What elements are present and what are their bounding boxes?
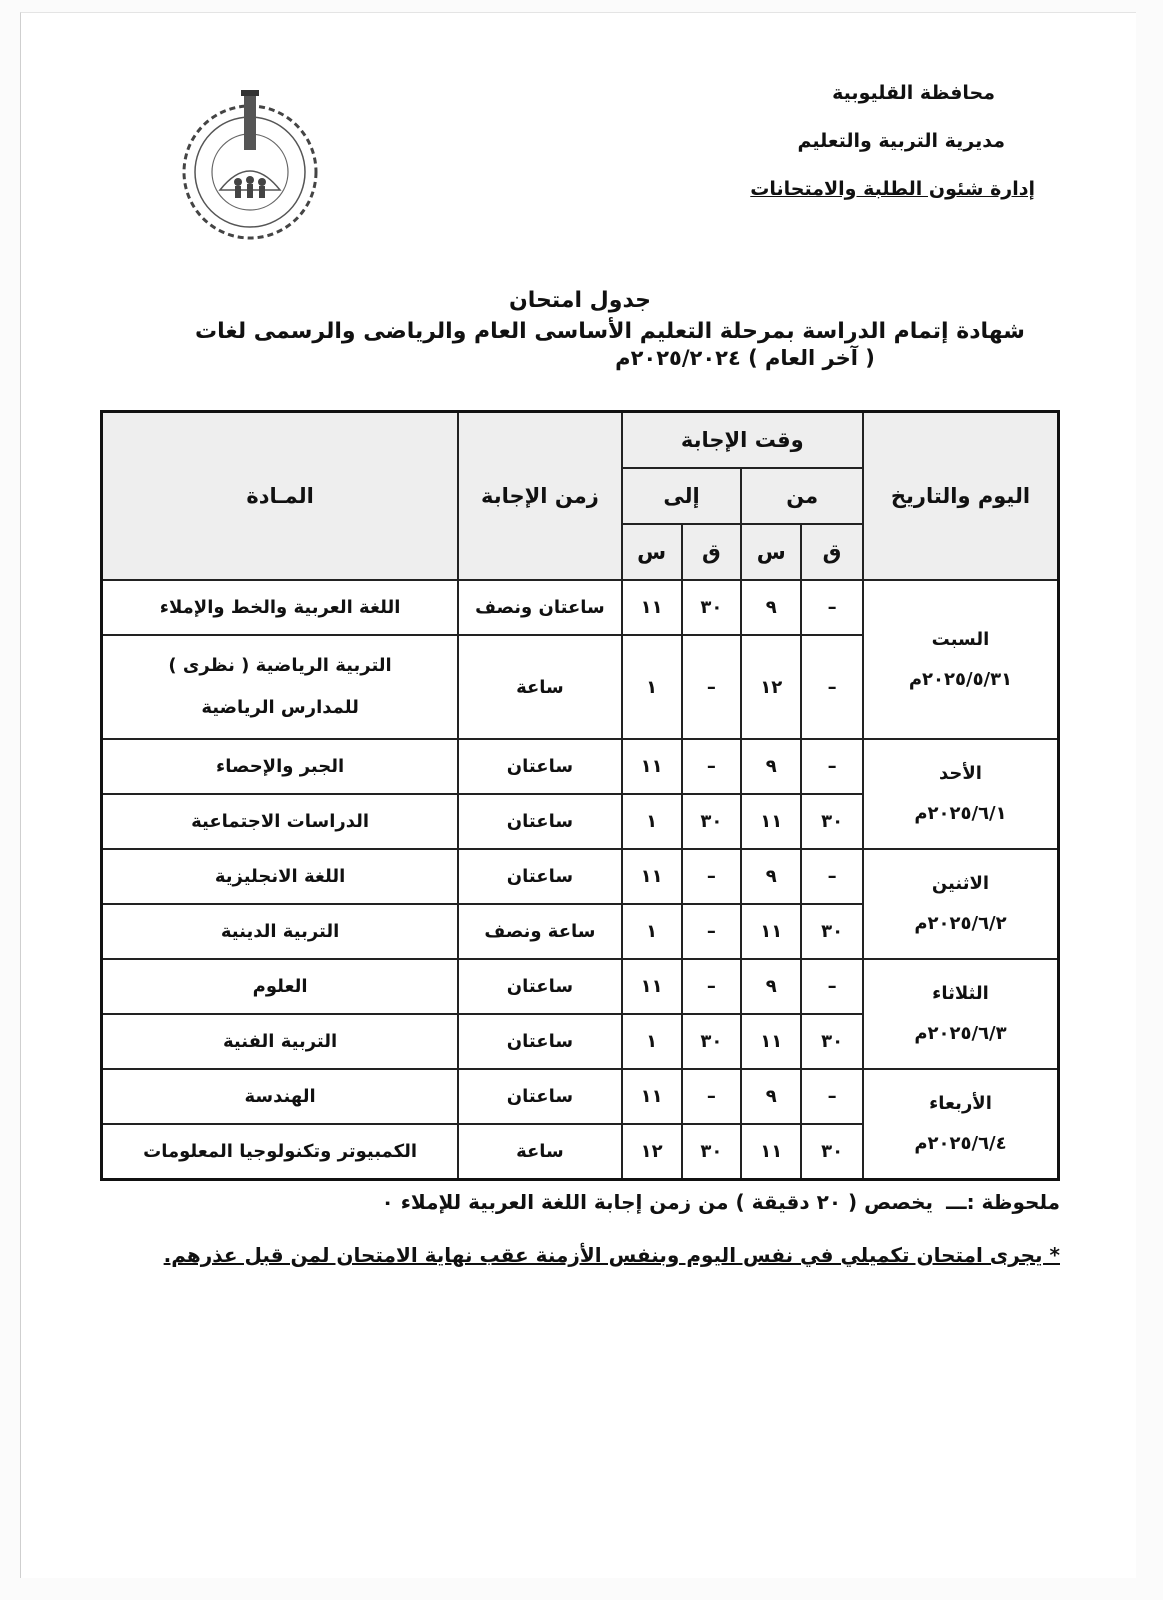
to-minute: – (682, 959, 742, 1014)
to-minute: ٣٠ (682, 794, 742, 849)
table-row (102, 1069, 1059, 1124)
header-subject: المـادة (102, 412, 459, 581)
day-name: الثلاثاء (932, 983, 989, 1004)
day-name: الأربعاء (929, 1093, 992, 1114)
from-hour: ١١ (741, 904, 801, 959)
exam-title (100, 288, 1060, 370)
table-row (102, 849, 1059, 904)
subject: التربية الفنية (102, 1014, 459, 1069)
day-cell (863, 959, 1059, 1069)
duration: ساعة (458, 1124, 622, 1180)
day-date: ٢٠٢٥/٦/١م (914, 803, 1007, 824)
day-cell (863, 739, 1059, 849)
note-text: يخصص ( ٢٠ دقيقة ) من زمن إجابة اللغة العربية للإملاء ٠ (381, 1190, 934, 1214)
from-minute: ٣٠ (801, 794, 863, 849)
from-minute: ٣٠ (801, 904, 863, 959)
header-day-date: اليوم والتاريخ (863, 412, 1059, 581)
from-hour: ٩ (741, 959, 801, 1014)
from-minute: – (801, 580, 863, 635)
day-name: السبت (931, 628, 990, 650)
from-minute: – (801, 1069, 863, 1124)
day-date: ٢٠٢٥/٦/٤م (914, 1133, 1007, 1154)
header-from: من (741, 468, 863, 524)
to-hour: ١٢ (622, 1124, 682, 1180)
subject: اللغة الانجليزية (102, 849, 459, 904)
note-line (100, 1190, 1060, 1214)
duration: ساعتان ونصف (458, 580, 622, 635)
title-line-1: جدول امتحان (508, 288, 652, 313)
subject: الجبر والإحصاء (102, 739, 459, 794)
footer-remark: * يجرى امتحان تكميلي في نفس اليوم وبنفس الأزمنة عقب نهاية الامتحان لمن قبل عذرهم. (163, 1243, 1060, 1267)
to-hour: ١ (622, 904, 682, 959)
header-answer-time: وقت الإجابة (622, 412, 863, 469)
day-date: ٢٠٢٥/٥/٣١م (908, 668, 1013, 690)
to-hour: ١١ (622, 849, 682, 904)
from-minute: – (801, 959, 863, 1014)
to-hour: ١١ (622, 1069, 682, 1124)
day-name: الأحد (939, 763, 982, 784)
to-minute: ٣٠ (682, 580, 742, 635)
table-row (102, 739, 1059, 794)
to-hour: ١ (622, 794, 682, 849)
to-minute: – (682, 1069, 742, 1124)
subject: الدراسات الاجتماعية (102, 794, 459, 849)
to-hour: ١ (622, 635, 682, 739)
to-hour: ١ (622, 1014, 682, 1069)
table-row (102, 580, 1059, 635)
to-minute: – (682, 904, 742, 959)
header-duration: زمن الإجابة (458, 412, 622, 581)
directorate-name: مديرية التربية والتعليم (797, 130, 1005, 152)
duration: ساعتان (458, 1069, 622, 1124)
to-hour: ١١ (622, 959, 682, 1014)
to-minute: – (682, 635, 742, 739)
from-hour: ٩ (741, 580, 801, 635)
duration: ساعة (458, 635, 622, 739)
duration: ساعتان (458, 739, 622, 794)
table-row (102, 959, 1059, 1014)
from-hour: ٩ (741, 849, 801, 904)
to-minute: – (682, 849, 742, 904)
from-hour: ١١ (741, 1014, 801, 1069)
subject-line-1: التربية الرياضية ( نظرى ) (168, 655, 392, 676)
day-cell (863, 1069, 1059, 1180)
duration: ساعتان (458, 959, 622, 1014)
header-from-minute: ق (801, 524, 863, 580)
duration: ساعة ونصف (458, 904, 622, 959)
header-from-hour: س (741, 524, 801, 580)
governorate-name: محافظة القليوبية (832, 82, 995, 104)
from-hour: ٩ (741, 1069, 801, 1124)
header-to: إلى (622, 468, 742, 524)
from-minute: – (801, 849, 863, 904)
duration: ساعتان (458, 1014, 622, 1069)
day-cell (863, 580, 1059, 739)
to-hour: ١١ (622, 739, 682, 794)
day-cell (863, 849, 1059, 959)
header-to-minute: ق (682, 524, 742, 580)
exam-schedule-table (100, 410, 1060, 1181)
day-name: الاثنين (931, 873, 990, 894)
directorate-seal-icon (170, 82, 330, 242)
header-authority (705, 82, 1035, 226)
day-date: ٢٠٢٥/٦/٣م (914, 1023, 1007, 1044)
subject-line-2: للمدارس الرياضية (201, 697, 359, 718)
from-minute: ٣٠ (801, 1014, 863, 1069)
from-minute: – (801, 635, 863, 739)
from-hour: ٩ (741, 739, 801, 794)
to-minute: – (682, 739, 742, 794)
to-minute: ٣٠ (682, 1014, 742, 1069)
subject: العلوم (102, 959, 459, 1014)
to-minute: ٣٠ (682, 1124, 742, 1180)
subject: الكمبيوتر وتكنولوجيا المعلومات (102, 1124, 459, 1180)
from-hour: ١١ (741, 794, 801, 849)
from-minute: ٣٠ (801, 1124, 863, 1180)
duration: ساعتان (458, 849, 622, 904)
from-hour: ١٢ (741, 635, 801, 739)
subject (102, 635, 459, 739)
note-label: ملحوظة :ـــ (946, 1190, 1060, 1214)
subject: التربية الدينية (102, 904, 459, 959)
from-minute: – (801, 739, 863, 794)
duration: ساعتان (458, 794, 622, 849)
title-line-3: ( آخر العام ) ٢٠٢٥/٢٠٢٤م (615, 346, 875, 370)
day-date: ٢٠٢٥/٦/٢م (914, 913, 1007, 934)
header-to-hour: س (622, 524, 682, 580)
title-line-2: شهادة إتمام الدراسة بمرحلة التعليم الأساسى العام والرياضى والرسمى لغات (195, 319, 1025, 344)
subject: اللغة العربية والخط والإملاء (102, 580, 459, 635)
from-hour: ١١ (741, 1124, 801, 1180)
subject: الهندسة (102, 1069, 459, 1124)
to-hour: ١١ (622, 580, 682, 635)
department-name: إدارة شئون الطلبة والامتحانات (750, 178, 1035, 200)
